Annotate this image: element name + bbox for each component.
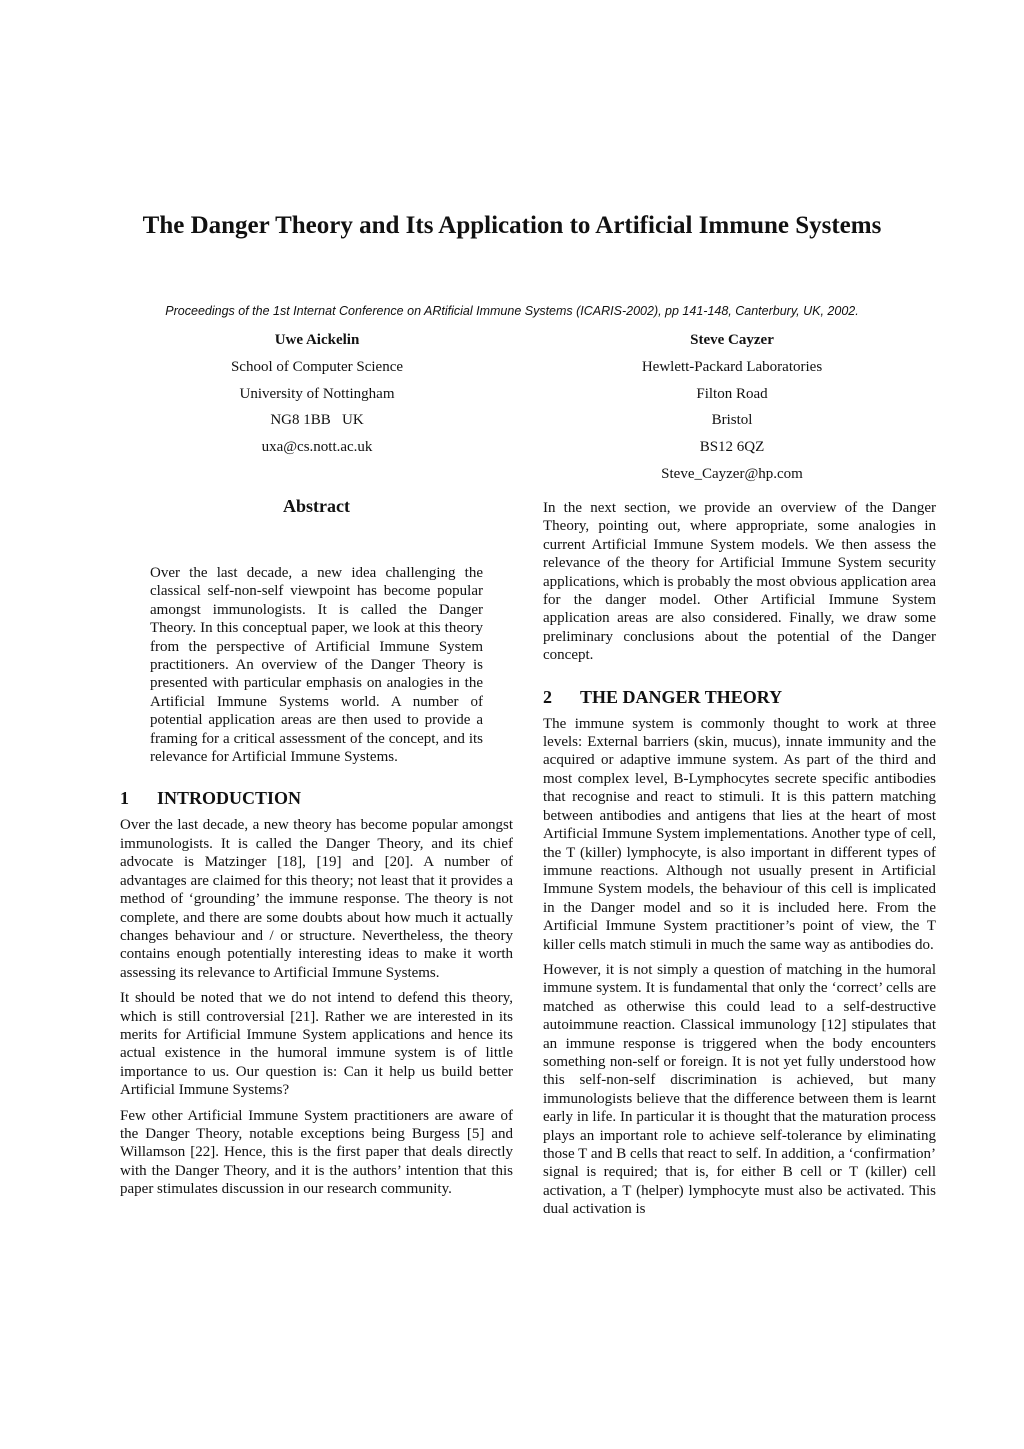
author-affiliation-line: Filton Road (696, 385, 768, 402)
author-affiliation-line: Hewlett-Packard Laboratories (641, 358, 823, 375)
section-title: THE DANGER THEORY (580, 686, 783, 707)
body-paragraph: In the next section, we provide an overview of the Danger Theory, pointing out, where appropriate, some analogies in current Artificial Immune System models. We then assess the relevance of the theory for Artificial Immune System security applications, which is probably the most obvious application area for the danger model. Other Artificial Immune System application areas are also considered. Finally, we draw some preliminary conclusions about the potential of the Danger concept. (543, 500, 936, 664)
right-column (543, 499, 936, 1219)
abstract-body (120, 564, 513, 766)
section-title: INTRODUCTION (157, 788, 302, 809)
abstract-text: Over the last decade, a new idea challenging the classical self-non-self viewpoint has become popular amongst immunologists. It is called the Danger Theory. In this conceptual paper, we look at this theory from the perspective of Artificial Immune System practitioners. An overview of the Danger Theory is presented with particular emphasis on analogies in the Artificial Immune Systems world. A number of potential application areas are then used to provide a framing for a critical assessment of the concept, and its relevance for Artificial Immune Systems. (150, 565, 483, 766)
author-email: Steve_Cayzer@hp.com (661, 465, 803, 482)
body-paragraph: The immune system is commonly thought to work at three levels: External barriers (skin, mucus), innate immunity and the acquired or adaptive immune system. As part of the third and most complex level, B-Lymphocytes secrete specific antibodies that recognise and react to stimuli. It is this pattern matching between antibodies and antigens that lies at the heart of most Artificial Immune System implementations. Another type of cell, the T (killer) lymphocyte, is also important in different types of immune reactions. Although not usually present in Artificial Immune System models, the behaviour of this cell is implicated in the Danger model and so it is included here. From the Artificial Immune System practitioner’s point of view, the T killer cells match stimuli in much the same way as antibodies do. (543, 715, 936, 953)
body-paragraph: However, it is not simply a question of matching in the humoral immune system. It is fundamental that only the ‘correct’ cells are matched as otherwise this could lead to a self-destructive autoimmune reaction. Classical immunology [12] stipulates that an immune response is triggered when the body encounters something non-self or foreign. It is not yet fully understood how this self-non-self discrimination is achieved, but many immunologists believe that the difference between them is learnt early in life. In particular it is thought that the maturation process plays an important role to achieve self-tolerance by eliminating those T and B cells that react to self. In addition, a ‘confirmation’ signal is required; that is, for either B cell or T (killer) cell activation, a T (helper) lymphocyte must also be activated. This dual activation is (543, 961, 936, 1218)
section-heading-danger-theory (543, 685, 936, 709)
paper-title: The Danger Theory and Its Application to Artificial Immune Systems (142, 212, 882, 239)
author-email: uxa@cs.nott.ac.uk (261, 439, 373, 456)
section-heading-introduction (120, 786, 513, 810)
author-name: Uwe Aickelin (274, 332, 360, 348)
section-number: 1 (120, 788, 129, 809)
body-paragraph: Over the last decade, a new theory has become popular amongst immunologists. It is called the Danger Theory, and its chief advocate is Matzinger [18], [19] and [20]. A number of advantages are claimed for this theory; not least that it provides a method of ‘grounding’ the immune response. The theory is not complete, and there are some doubts about how much it actually changes behaviour and / or structure. Nevertheless, the theory contains enough potentially interesting ideas to make it worth assessing its relevance to Artificial Immune Systems. (120, 817, 513, 981)
author-affiliation-line: NG8 1BB UK (270, 412, 364, 429)
author-affiliation-line: University of Nottingham (239, 385, 395, 402)
abstract-heading: Abstract (283, 496, 350, 516)
author-name: Steve Cayzer (690, 332, 774, 348)
section-number: 2 (543, 686, 552, 707)
author-affiliation-line: School of Computer Science (230, 358, 404, 375)
body-paragraph: Few other Artificial Immune System practitioners are aware of the Danger Theory, notable exceptions being Burgess [5] and Willamson [22]. Hence, this is the first paper that deals directly with the Danger Theory, and it is the authors’ intention that this paper stimulates discussion in our research community. (120, 1107, 513, 1198)
author-block-aickelin (157, 327, 477, 461)
proceedings-line: Proceedings of the 1st Internat Conference on ARtificial Immune Systems (ICARIS-2002), pp 141-148, Canterbury, UK, 2002. (165, 304, 859, 318)
author-affiliation-line: Bristol (711, 412, 753, 429)
body-paragraph: It should be noted that we do not intend to defend this theory, which is still controversial [21]. Rather we are interested in its merits for Artificial Immune System applications and hence its actual existence in the humoral immune system is of little importance to us. Our question is: Can it help us build better Artificial Immune Systems? (120, 990, 513, 1099)
author-block-cayzer (572, 327, 892, 488)
left-column (120, 494, 513, 1199)
author-affiliation-line: BS12 6QZ (699, 439, 765, 456)
